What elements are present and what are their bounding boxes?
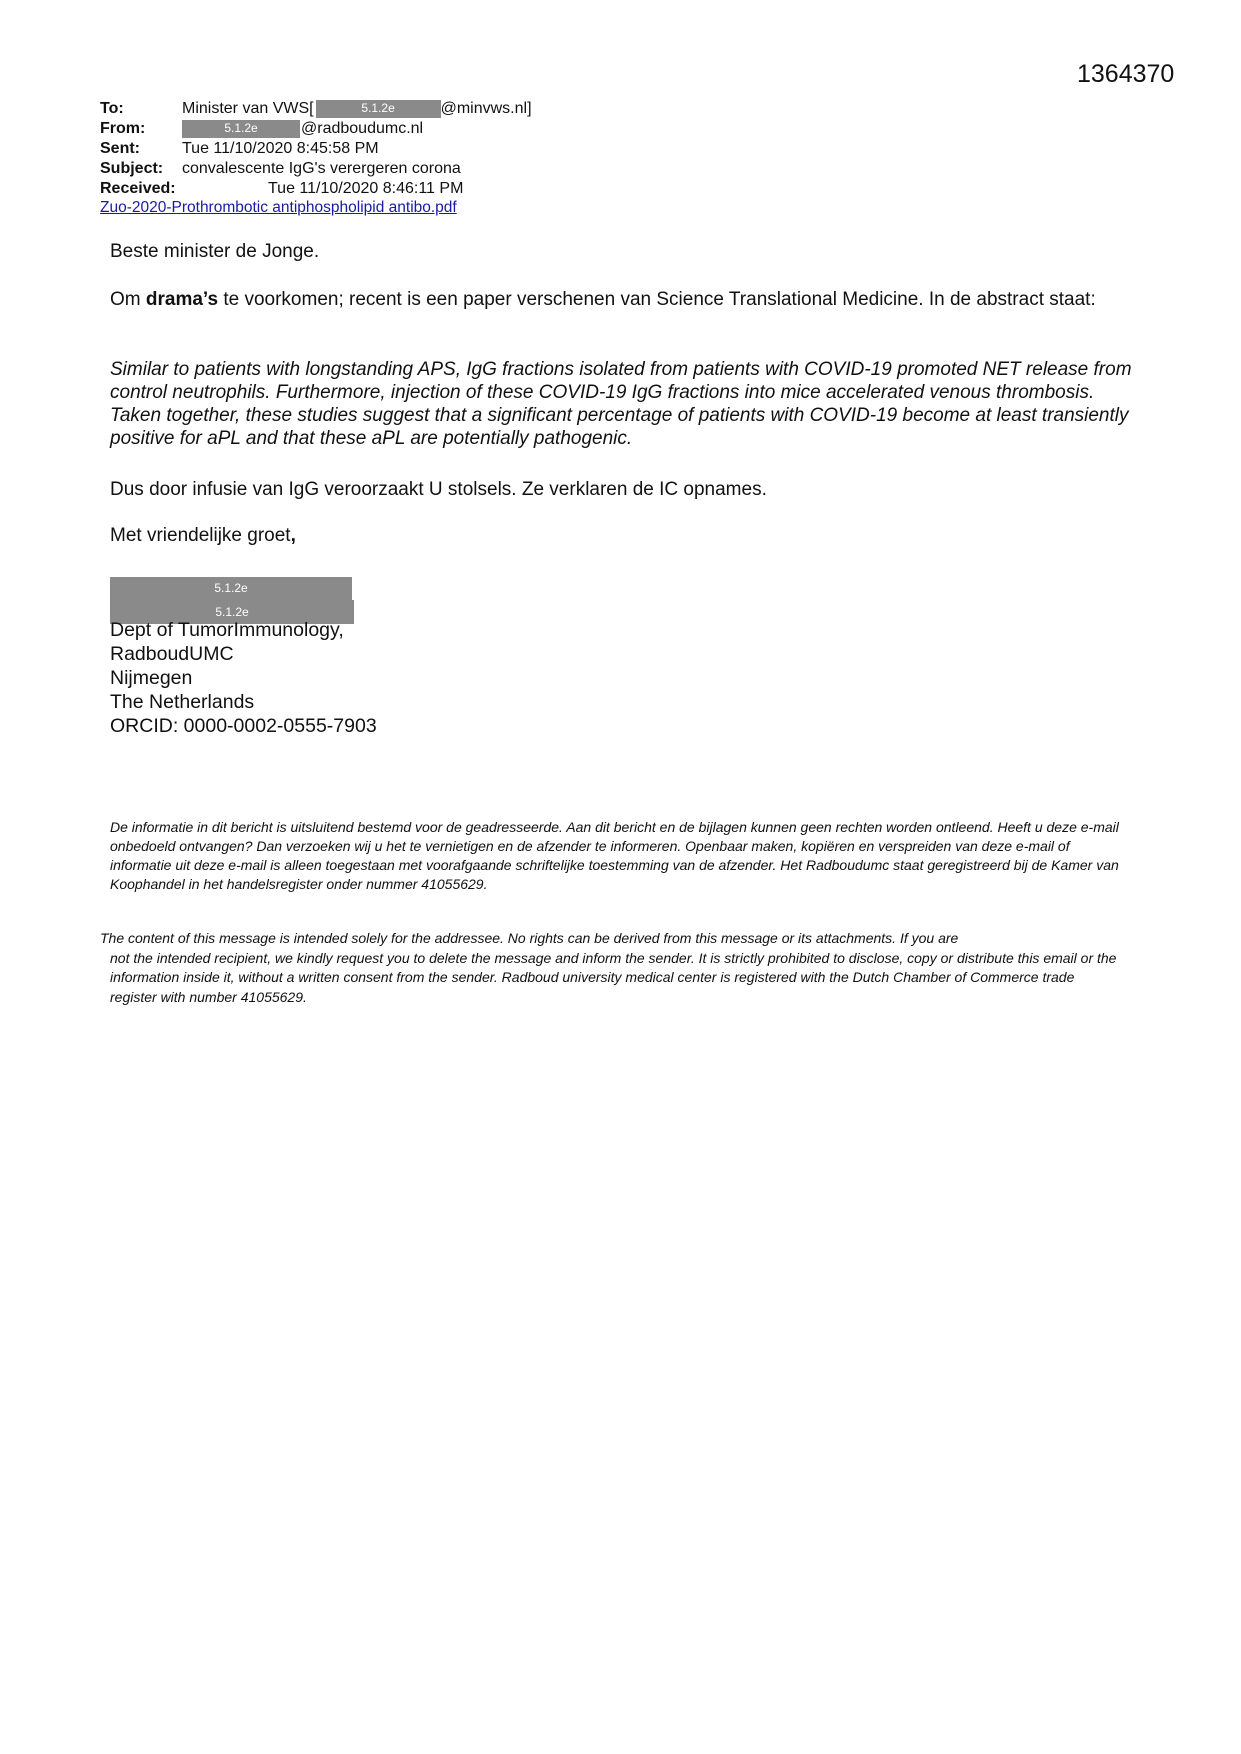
- closing-comma: ,: [290, 525, 296, 546]
- sent-label: Sent:: [100, 140, 140, 157]
- signature-block: [110, 618, 377, 738]
- conclusion-paragraph: Dus door infusie van IgG veroorzaakt U stolsels. Ze verklaren de IC opnames.: [110, 479, 767, 500]
- subject-label: Subject:: [100, 160, 164, 177]
- received-label: Received:: [100, 180, 176, 197]
- document-number: 1364370: [1077, 60, 1175, 88]
- from-label: From:: [100, 120, 146, 137]
- sent-value: Tue 11/10/2020 8:45:58 PM: [182, 140, 379, 157]
- disclaimer-english: [100, 929, 1120, 1007]
- disclaimer-english-first-line: The content of this message is intended solely for the addressee. No rights can be derived from this message or its attachments. If you are: [100, 930, 959, 946]
- to-value-suffix: @minvws.nl]: [440, 100, 532, 117]
- attachment-link[interactable]: Zuo-2020-Prothrombotic antiphospholipid antibo.pdf: [100, 199, 457, 216]
- from-redaction: 5.1.2e: [182, 120, 300, 138]
- to-value-prefix: Minister van VWS[: [182, 100, 314, 117]
- subject-value: convalescente IgG's verergeren corona: [182, 160, 461, 177]
- disclaimer-dutch: De informatie in dit bericht is uitsluitend bestemd voor de geadresseerde. Aan dit bericht en de bijlagen kunnen geen rechten worden ontleend. Heeft u deze e-mail onbedoeld ontvangen? Dan verzoeken wij u het te vernietigen en de afzender te informeren. Openbaar maken, kopiëren en verspreiden van deze e-mail of informatie uit deze e-mail is alleen toegestaan met voorafgaande schriftelijke toestemming van de afzender. Het Radboudumc staat geregistreerd bij de Kamer van Koophandel in het handelsregister onder nummer 41055629.: [110, 819, 1119, 892]
- intro-paragraph: [110, 288, 1110, 311]
- signature-redaction-1: 5.1.2e: [110, 577, 352, 600]
- from-value: [182, 119, 423, 139]
- signature-orcid: ORCID: 0000-0002-0555-7903: [110, 715, 377, 737]
- signature-redaction-2: 5.1.2e: [110, 600, 354, 624]
- disclaimer-english-rest: not the intended recipient, we kindly request you to delete the message and inform the sender. It is strictly prohibited to disclose, copy or distribute this email or the information inside it, without a written consent from the sender. Radboud university medical center is registered with the Dutch Chamber of Commerce trade register with number 41055629.: [110, 949, 1117, 1005]
- to-label: To:: [100, 100, 124, 117]
- signature-dept: Dept of TumorImmunology,: [110, 619, 344, 641]
- intro-bold: drama’s: [145, 289, 219, 310]
- received-value: Tue 11/10/2020 8:46:11 PM: [268, 180, 464, 197]
- greeting: Beste minister de Jonge.: [110, 241, 320, 262]
- to-redaction: 5.1.2e: [316, 100, 441, 118]
- closing-text: Met vriendelijke groet: [110, 525, 291, 546]
- to-value: [182, 99, 532, 119]
- intro-rest: te voorkomen; recent is een paper verschenen van Science Translational Medicine. In de abstract staat:: [218, 289, 1096, 310]
- signature-country: The Netherlands: [110, 691, 255, 713]
- signature-city: Nijmegen: [110, 667, 193, 689]
- abstract-quote: Similar to patients with longstanding APS, IgG fractions isolated from patients with COVID-19 promoted NET release from control neutrophils. Furthermore, injection of these COVID-19 IgG fractions into mice accelerated venous thrombosis. Taken together, these studies suggest that a significant percentage of patients with COVID-19 become at least transiently positive for aPL and that these aPL are potentially pathogenic.: [110, 359, 1132, 449]
- closing-line: [110, 524, 296, 547]
- intro-prefix: Om: [110, 289, 146, 310]
- signature-org: RadboudUMC: [110, 643, 234, 665]
- from-value-suffix: @radboudumc.nl: [301, 120, 424, 137]
